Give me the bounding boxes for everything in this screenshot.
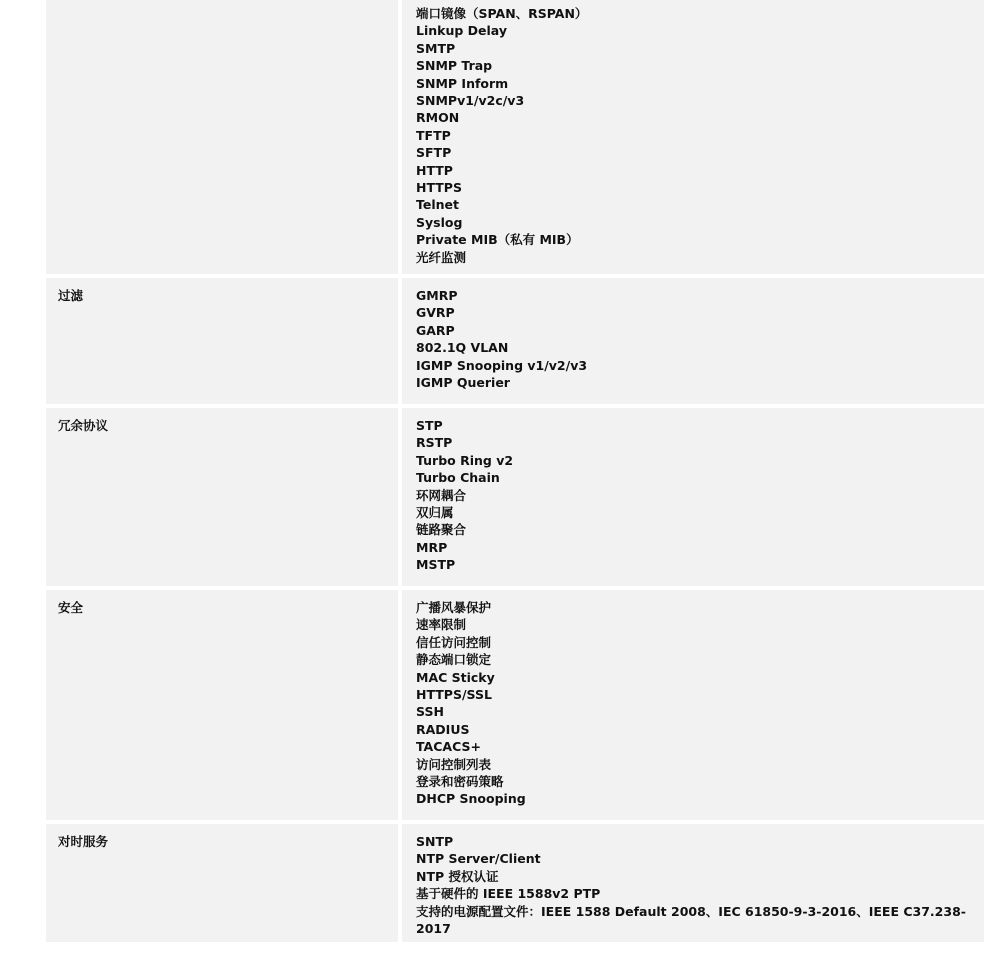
- spec-value: 静态端口锁定: [416, 652, 492, 668]
- spec-value: 访问控制列表: [416, 756, 492, 772]
- spec-value: 广播风暴保护: [416, 600, 492, 615]
- spec-row-values: [402, 408, 984, 586]
- spec-value: HTTPS: [416, 180, 462, 196]
- spec-value: IGMP Snooping v1/v2/v3: [416, 357, 588, 373]
- spec-value: SSH: [416, 704, 444, 720]
- spec-value: GMRP: [416, 288, 458, 303]
- spec-value: Telnet: [416, 197, 459, 213]
- spec-value: Private MIB（私有 MIB）: [416, 232, 579, 248]
- spec-value: SFTP: [416, 145, 452, 161]
- spec-value: SMTP: [416, 40, 456, 56]
- spec-table: [46, 0, 984, 946]
- spec-value: NTP Server/Client: [416, 851, 541, 867]
- spec-value: NTP 授权认证: [416, 868, 499, 884]
- spec-value: IGMP Querier: [416, 375, 510, 391]
- spec-row-values: [402, 0, 984, 274]
- spec-row-label: 安全: [58, 600, 84, 615]
- spec-row-time-sync: [46, 824, 984, 946]
- spec-value: SNTP: [416, 834, 454, 849]
- spec-row-label: 冗余协议: [58, 418, 109, 433]
- spec-value: RADIUS: [416, 721, 470, 737]
- spec-row-values: [402, 824, 984, 942]
- spec-value: HTTPS/SSL: [416, 687, 492, 703]
- spec-value: 登录和密码策略: [416, 774, 504, 790]
- spec-value: 802.1Q VLAN: [416, 340, 509, 356]
- spec-value: TACACS+: [416, 739, 481, 755]
- spec-value: MRP: [416, 539, 448, 555]
- spec-value: MSTP: [416, 557, 456, 573]
- spec-value: RMON: [416, 110, 460, 126]
- spec-value: STP: [416, 418, 443, 433]
- spec-value: 基于硬件的 IEEE 1588v2 PTP: [416, 886, 601, 902]
- spec-value: SNMP Inform: [416, 75, 509, 91]
- spec-value: SNMP Trap: [416, 58, 493, 74]
- spec-value: Linkup Delay: [416, 23, 507, 39]
- spec-value: 端口镜像（SPAN、RSPAN）: [416, 6, 588, 21]
- spec-value: Turbo Chain: [416, 470, 500, 486]
- spec-row-management-continued: [46, 0, 984, 278]
- spec-row-redundancy: [46, 408, 984, 590]
- spec-value: 链路聚合: [416, 522, 467, 538]
- spec-value: SNMPv1/v2c/v3: [416, 93, 525, 109]
- spec-value: Syslog: [416, 214, 463, 230]
- spec-row-label: [46, 0, 398, 274]
- spec-row-values: [402, 590, 984, 820]
- spec-value: GARP: [416, 322, 455, 338]
- spec-row-filtering: [46, 278, 984, 408]
- spec-row-values: [402, 278, 984, 404]
- spec-value: 速率限制: [416, 617, 467, 633]
- spec-value: MAC Sticky: [416, 669, 495, 685]
- spec-value: HTTP: [416, 162, 453, 178]
- spec-value: TFTP: [416, 127, 451, 143]
- spec-value: 支持的电源配置文件：IEEE 1588 Default 2008、IEC 61850-9-3-2016、IEEE C37.238-2017: [416, 903, 966, 937]
- spec-value: 双归属: [416, 505, 454, 521]
- spec-value: 环网耦合: [416, 487, 467, 503]
- spec-row-label: 过滤: [58, 288, 84, 303]
- spec-value: 光纤监测: [416, 249, 467, 265]
- spec-value: RSTP: [416, 435, 453, 451]
- spec-row-label: 对时服务: [58, 834, 109, 849]
- spec-value: 信任访问控制: [416, 634, 492, 650]
- spec-value: GVRP: [416, 305, 455, 321]
- spec-value: Turbo Ring v2: [416, 452, 514, 468]
- spec-value: DHCP Snooping: [416, 791, 526, 807]
- spec-row-security: [46, 590, 984, 824]
